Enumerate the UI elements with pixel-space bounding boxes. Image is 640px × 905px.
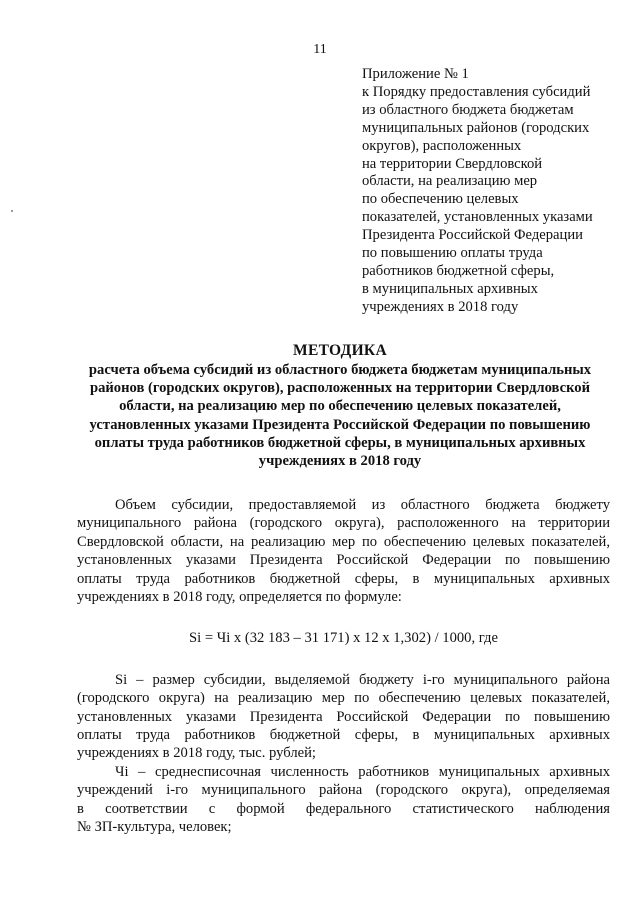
appendix-line: области, на реализацию мер	[362, 173, 538, 190]
text-line: учреждениях в 2018 году, определяется по формуле:	[77, 589, 402, 606]
appendix-line: к Порядку предоставления субсидий	[362, 83, 591, 100]
appendix-line: на территории Свердловской	[362, 155, 543, 172]
appendix-line: по обеспечению целевых	[362, 191, 519, 208]
text-line: установленных указами Президента Российской Федерации по повышению	[77, 708, 610, 725]
title-line: районов (городских округов), расположенных на территории Свердловской	[89, 380, 590, 397]
text-line: Свердловской области, на реализацию мер по обеспечению целевых показателей,	[77, 533, 610, 550]
chi-definition	[77, 763, 610, 837]
title-heading: МЕТОДИКА	[293, 342, 387, 359]
appendix-line: показателей, установленных указами	[362, 209, 593, 226]
text-line: № ЗП-культура, человек;	[77, 819, 232, 836]
appendix-line: работников бюджетной сферы,	[362, 262, 555, 279]
appendix-line: Приложение № 1	[362, 66, 469, 82]
page-number: 11	[313, 42, 327, 57]
appendix-line: Президента Российской Федерации	[362, 227, 583, 244]
text-line: Чi – среднесписочная численность работников муниципальных архивных	[115, 763, 610, 780]
appendix-line: муниципальных районов (городских	[362, 119, 590, 136]
appendix-line: в муниципальных архивных	[362, 280, 538, 297]
text-line: (городского округа) на реализацию мер по обеспечению целевых показателей,	[77, 690, 610, 707]
appendix-line: округов), расположенных	[362, 137, 522, 154]
text-line: оплаты труда работников бюджетной сферы, в муниципальных архивных	[77, 727, 610, 744]
appendix-line: из областного бюджета бюджетам	[362, 101, 574, 118]
text-line: учреждениях в 2018 году, тыс. рублей;	[77, 745, 316, 762]
text-line: учреждений i-го муниципального района (городского округа), определяемая	[77, 782, 610, 799]
formula: Si = Чi x (32 183 – 31 171) x 12 x 1,302) / 1000, где	[189, 630, 498, 647]
title-line: области, на реализацию мер по обеспечению целевых показателей,	[119, 398, 561, 415]
document-title	[60, 340, 620, 470]
appendix-line: учреждениях в 2018 году	[362, 298, 519, 315]
text-line: установленных указами Президента Российской Федерации по повышению	[77, 552, 610, 569]
text-line: в соответствии с формой федерального статистического наблюдения	[77, 800, 610, 817]
intro-paragraph	[77, 496, 610, 606]
title-line: установленных указами Президента Российской Федерации по повышению	[89, 416, 591, 433]
text-line: Объем субсидии, предоставляемой из областного бюджета бюджету	[115, 497, 610, 513]
text-line: муниципального района (городского округа), расположенного на территории	[77, 515, 610, 532]
margin-mark	[11, 210, 13, 212]
text-line: оплаты труда работников бюджетной сферы, в муниципальных архивных	[77, 570, 610, 587]
document-body	[77, 496, 610, 837]
text-line: Si – размер субсидии, выделяемой бюджету i-го муниципального района	[115, 671, 610, 688]
appendix-header	[362, 66, 624, 317]
title-line: оплаты труда работников бюджетной сферы, в муниципальных архивных	[94, 434, 586, 451]
si-definition	[77, 671, 610, 763]
title-line: учреждениях в 2018 году	[258, 453, 422, 470]
title-line: расчета объема субсидий из областного бюджета бюджетам муниципальных	[88, 362, 592, 378]
appendix-line: по повышению оплаты труда	[362, 245, 543, 262]
